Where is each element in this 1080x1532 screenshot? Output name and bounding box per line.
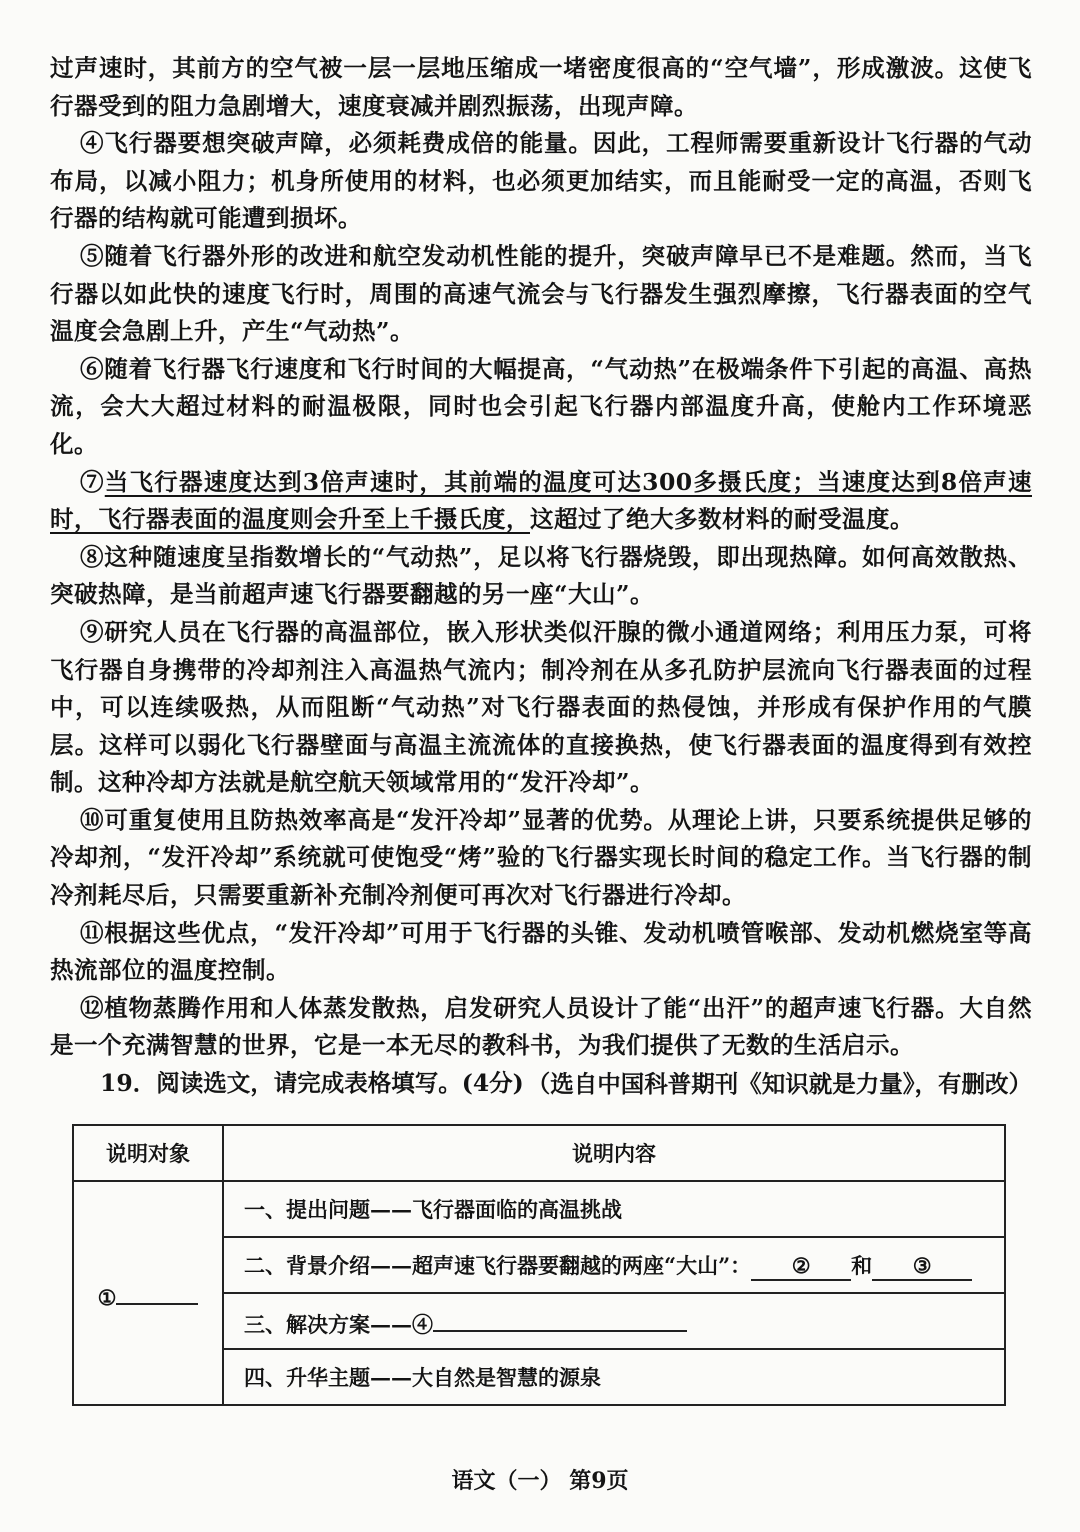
paragraph-5: ⑤随着飞行器外形的改进和航空发动机性能的提升，突破声障早已不是难题。然而，当飞行器以如此快的速度飞行时，周围的高速气流会与飞行器发生强烈摩擦，飞行器表面的空气温度会急剧上升，产生“气动热”。 xyxy=(50,241,1032,346)
paragraph-continued: 过声速时，其前方的空气被一层一层地压缩成一堵密度很高的“空气墙”，形成激波。这使飞行器受到的阻力急剧增大，速度衰减并剧烈振荡，出现声障。 xyxy=(50,54,1032,120)
content-row-3 xyxy=(223,1293,1005,1349)
blank-3[interactable]: ③ xyxy=(872,1253,972,1281)
table-header-row xyxy=(73,1125,1005,1181)
reading-passage xyxy=(50,50,1032,1103)
content-row-1: 一、提出问题——飞行器面临的高温挑战 xyxy=(223,1181,1005,1237)
paragraph-4: ④飞行器要想突破声障，必须耗费成倍的能量。因此，工程师需要重新设计飞行器的气动布局，以减小阻力；机身所使用的材料，也必须更加结实，而且能耐受一定的高温，否则飞行器的结构就可能遭到损坏。 xyxy=(50,129,1032,233)
paragraph-9: ⑨研究人员在飞行器的高温部位，嵌入形状类似汗腺的微小通道网络；利用压力泵，可将飞行器自身携带的冷却剂注入高温热气流内；制冷剂在从多孔防护层流向飞行器表面的过程中，可以连续吸热，从而阻断“气动热”对飞行器表面的热侵蚀，并形成有保护作用的气膜层。这样可以弱化飞行器壁面与高温主流流体的直接换热，使飞行器表面的温度得到有效控制。这种冷却方法就是航空航天领域常用的“发汗冷却”。 xyxy=(50,617,1032,797)
blank-1-mark: ① xyxy=(97,1284,117,1310)
blank-4-mark: ④ xyxy=(412,1311,433,1337)
paragraph-7-mark: ⑦ xyxy=(80,467,105,496)
paragraph-6: ⑥随着飞行器飞行速度和飞行时间的大幅提高，“气动热”在极端条件下引起的高温、高热流，会大大超过材料的耐温极限，同时也会引起飞行器内部温度升高，使舱内工作环境恶化。 xyxy=(50,354,1032,458)
object-cell xyxy=(73,1181,223,1405)
blank-2[interactable]: ② xyxy=(751,1253,851,1281)
paragraph-7-rest: 这超过了绝大多数材料的耐受温度。 xyxy=(530,505,914,534)
content-row-2 xyxy=(223,1237,1005,1293)
paragraph-7-underlined: 当飞行器速度达到3倍声速时，其前端的温度可达300多摄氏度；当速度达到8倍声速时，飞行器表面的温度则会升至上千摄氏度， xyxy=(50,467,1032,534)
answer-table xyxy=(72,1124,1006,1406)
blank-1-line[interactable] xyxy=(116,1277,198,1305)
row-2-prefix: 二、背景介绍——超声速飞行器要翻越的两座“大山”： xyxy=(244,1252,752,1278)
paragraph-10: ⑩可重复使用且防热效率高是“发汗冷却”显著的优势。从理论上讲，只要系统提供足够的冷却剂，“发汗冷却”系统就可使饱受“烤”验的飞行器实现长时间的稳定工作。当飞行器的制冷剂耗尽后，只需要重新补充制冷剂便可再次对飞行器进行冷却。 xyxy=(50,805,1032,910)
paragraph-11: ⑪根据这些优点，“发汗冷却”可用于飞行器的头锥、发动机喷管喉部、发动机燃烧室等高热流部位的温度控制。 xyxy=(50,918,1032,985)
paragraph-12: ⑫植物蒸腾作用和人体蒸发散热，启发研究人员设计了能“出汗”的超声速飞行器。大自然是一个充满智慧的世界，它是一本无尽的教科书，为我们提供了无数的生活启示。 xyxy=(50,993,1032,1060)
page-footer xyxy=(0,1464,1080,1495)
header-content: 说明内容 xyxy=(223,1125,1005,1181)
blank-4-line[interactable] xyxy=(433,1304,687,1332)
header-object: 说明对象 xyxy=(73,1125,223,1181)
footer-page-number: 第9页 xyxy=(569,1468,629,1494)
content-row-4: 四、升华主题——大自然是智慧的源泉 xyxy=(223,1349,1005,1405)
table-row xyxy=(73,1181,1005,1237)
question-19: 19．阅读选文，请完成表格填写。(4分) xyxy=(100,1069,524,1097)
paragraph-7 xyxy=(50,464,1032,539)
paragraph-8: ⑧这种随速度呈指数增长的“气动热”，足以将飞行器烧毁，即出现热障。如何高效散热、突破热障，是当前超声速飞行器要翻越的另一座“大山”。 xyxy=(50,542,1032,609)
source-citation: （选自中国科普期刊《知识就是力量》，有删改） xyxy=(526,1070,1032,1099)
row-3-prefix: 三、解决方案—— xyxy=(244,1311,412,1337)
row-2-and: 和 xyxy=(851,1252,873,1278)
footer-subject: 语文（一） xyxy=(451,1468,562,1494)
